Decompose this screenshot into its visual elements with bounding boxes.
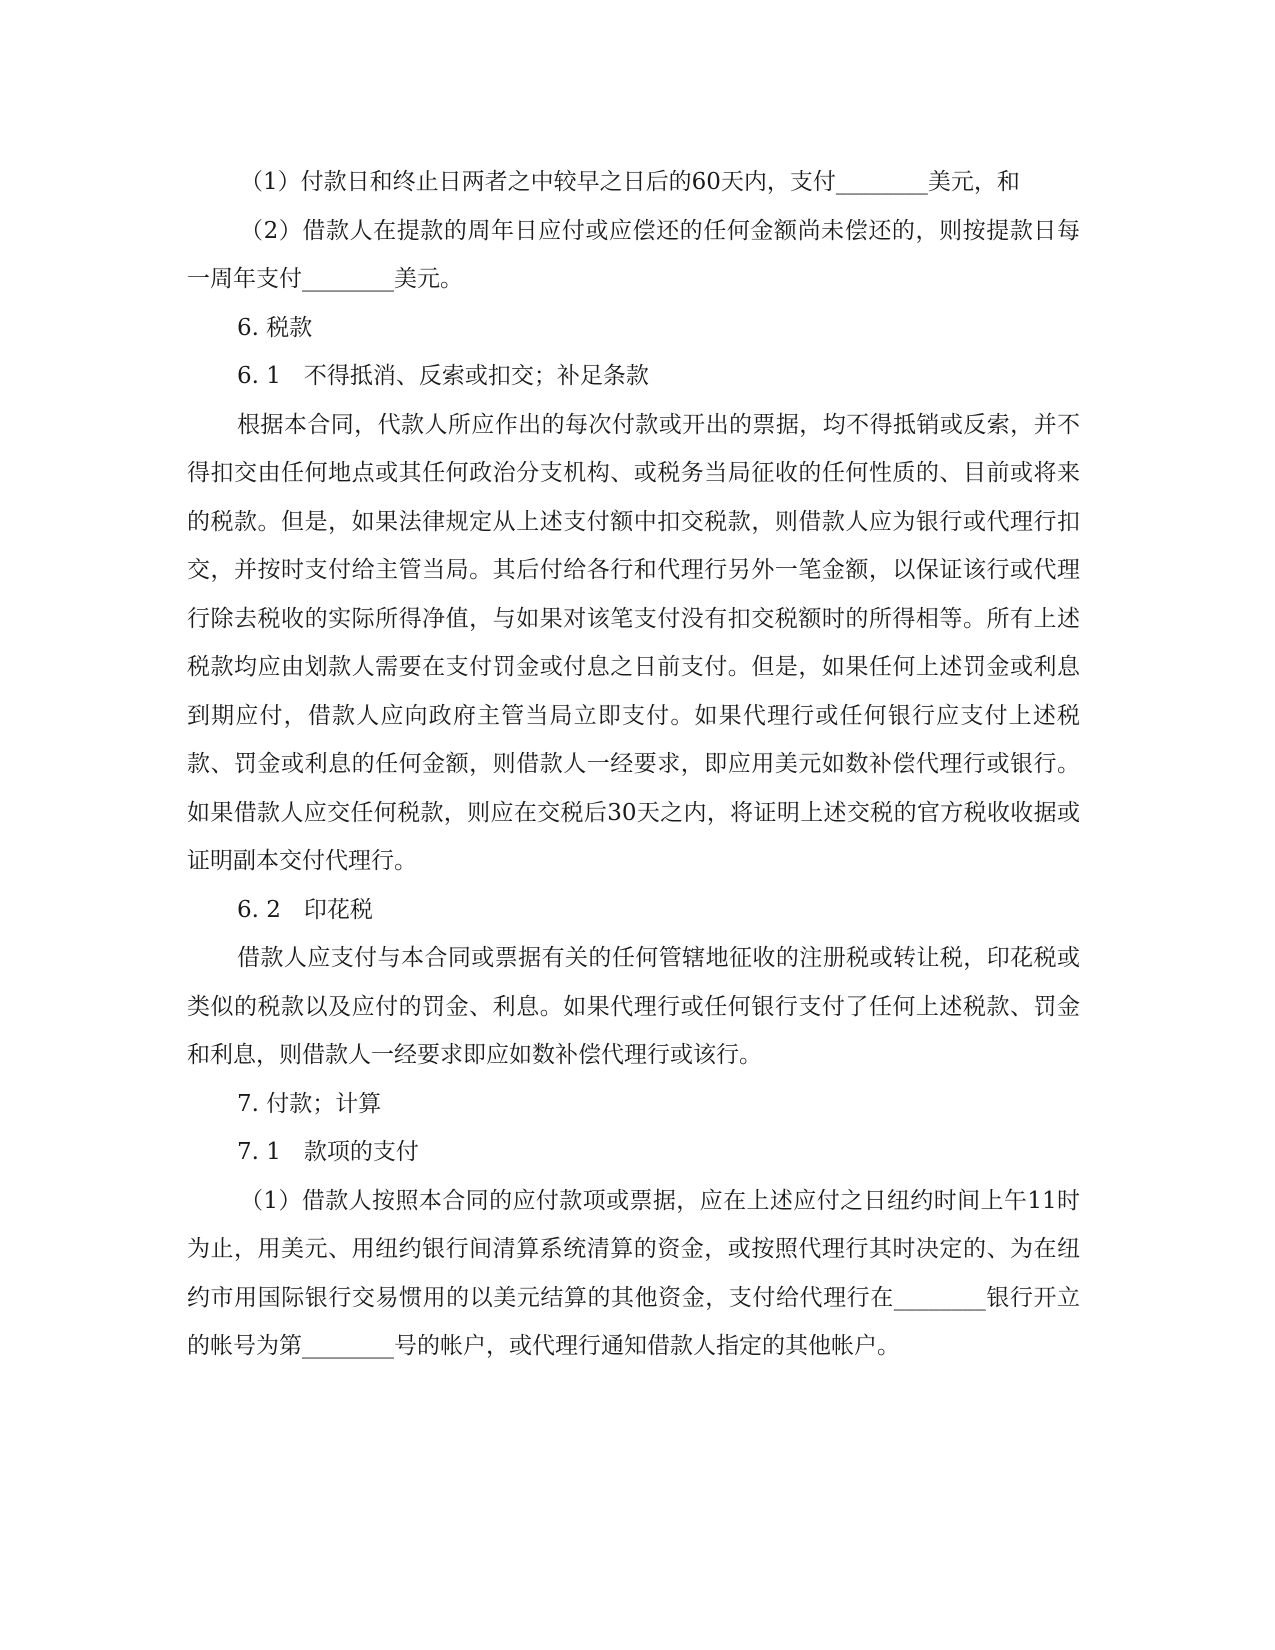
section-6-1-heading: 6. 1 不得抵消、反索或扣交；补足条款 [237,363,649,389]
section-7-1-heading: 7. 1 款项的支付 [237,1139,419,1165]
section-6-2-body: 借款人应支付与本合同或票据有关的任何管辖地征收的注册税或转让税，印花税或类似的税款以及应付的罚金、利息。如果代理行或任何银行支付了任何上述税款、罚金和利息，则借款人一经要求即应如数补偿代理行或该行。 [187,945,1080,1068]
section-6-1-body: 根据本合同，代款人所应作出的每次付款或开出的票据，均不得抵销或反索，并不得扣交由任何地点或其任何政治分支机构、或税务当局征收的任何性质的、目前或将来的税款。但是，如果法律规定从上述支付额中扣交税款，则借款人应为银行或代理行扣交，并按时支付给主管当局。其后付给各行和代理行另外一笔金额，以保证该行或代理行除去税收的实际所得净值，与如果对该笔支付没有扣交税额时的所得相等。所有上述税款均应由划款人需要在支付罚金或付息之日前支付。但是，如果任何上述罚金或利息到期应付，借款人应向政府主管当局立即支付。如果代理行或任何银行应支付上述税款、罚金或利息的任何金额，则借款人一经要求，即应用美元如数补偿代理行或银行。如果借款人应交任何税款，则应在交税后30天之内，将证明上述交税的官方税收收据或证明副本交付代理行。 [187,411,1080,874]
section-6-heading: 6. 税款 [237,314,313,341]
clause-5-item-2: （2）借款人在提款的周年日应付或应偿还的任何金额尚未偿还的，则按提款日每一周年支付________美元。 [187,217,1080,292]
section-7-1-item-1: （1）借款人按照本合同的应付款项或票据，应在上述应付之日纽约时间上午11时为止，用美元、用纽约银行间清算系统清算的资金，或按照代理行其时决定的、为在纽约市用国际银行交易惯用的以美元结算的其他资金，支付给代理行在________银行开立的帐号为第________号的帐户，或代理行通知借款人指定的其他帐户。 [187,1187,1080,1359]
document-body [187,158,1080,1371]
section-6-2-heading: 6. 2 印花税 [237,896,373,923]
section-7-heading: 7. 付款；计算 [237,1090,382,1117]
clause-5-item-1: （1）付款日和终止日两者之中较早之日后的60天内，支付________美元，和 [240,169,1020,195]
